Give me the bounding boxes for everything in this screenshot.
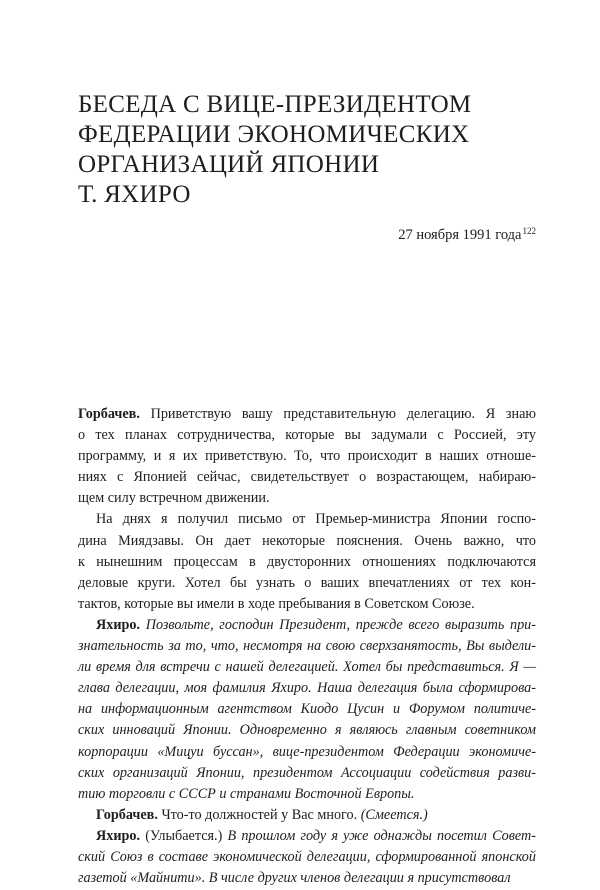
footnote-reference: 122 [522,226,536,236]
text-line [78,573,536,594]
text-segment: тактов, которые вы имели в ходе пребывания в Советском Союзе. [78,595,475,612]
text-segment: щем силу встречном движении. [78,490,270,507]
text-line [78,425,536,446]
italic-text: Позвольте, господин Президент, прежде всего выразить при- [140,616,536,633]
speaker-name: Яхиро. [96,616,141,633]
text-line [78,615,536,636]
text-line [78,404,536,425]
title-line: Т. ЯХИРО [78,181,191,208]
italic-text: глава делегации, моя фамилия Яхиро. Наша делегация была сформирова- [78,680,536,697]
italic-text: на информационным агентством Киодо Цусин и Форумом политиче- [78,701,536,718]
title-line: ОРГАНИЗАЦИЙ ЯПОНИИ [78,151,380,178]
italic-text: ский Союз в составе экономической делегации, сформированной японской [78,848,536,865]
text-line [78,636,536,657]
italic-text: (Смеется.) [360,806,428,823]
transcript-body [78,404,536,889]
text-line [78,868,536,889]
italic-text: тию торговли с СССР и странами Восточной Европы. [78,785,415,802]
italic-text: В прошлом году я уже однажды посетил Совет- [227,827,536,844]
italic-text: знательность за то, что, несмотря на свою сверхзанятость, Вы выдели- [78,638,536,655]
document-title [78,90,558,210]
text-segment: о тех планах сотрудничества, которые вы задумали с Россией, эту [78,427,536,444]
date-line [398,226,536,244]
italic-text: ских организаций Японии, президентом Ассоциации содействия разви- [78,764,536,781]
text-line [78,763,536,784]
italic-text: корпорации «Мицуи буссан», вице-президентом Федерации экономиче- [78,743,536,760]
text-segment: дина Миядзавы. Он дает некоторые пояснения. Очень важно, что [78,532,536,549]
speaker-name: Горбачев. [96,806,158,823]
text-segment: Приветствую вашу представительную делегацию. Я знаю [139,406,536,422]
speaker-name: Яхиро. [96,827,141,844]
italic-text: газетой «Майнити». В числе других членов делегации я присутствовал [78,870,511,887]
italic-text: ли время для встречи с нашей делегацией. Хотел бы представиться. Я — [78,659,536,676]
text-line [78,784,536,805]
text-line [78,805,536,826]
text-line [78,742,536,763]
text-line [78,488,536,509]
speaker-name: Горбачев. [78,406,140,422]
text-segment: к нынешним процессам в двусторонних отношениях подключаются [78,553,536,570]
text-segment: программу, и я их приветствую. То, что происходит в наших отноше- [78,448,536,465]
title-line: ФЕДЕРАЦИИ ЭКОНОМИЧЕСКИХ [78,121,470,148]
text-line [78,531,536,552]
text-line [78,678,536,699]
date-text: 27 ноября 1991 года [398,227,522,243]
text-segment: Что-то должностей у Вас много. [157,806,361,823]
text-line [78,720,536,741]
text-line [78,467,536,488]
title-line: БЕСЕДА С ВИЦЕ-ПРЕЗИДЕНТОМ [78,91,472,118]
text-segment: На днях я получил письмо от Премьер-министра Японии госпо- [96,511,536,528]
text-segment: ниях с Японией сейчас, свидетельствует о возрастающем, набираю- [78,469,536,486]
text-line [78,826,536,847]
text-line [78,552,536,573]
text-line [78,657,536,678]
text-segment: деловые круги. Хотел бы узнать о ваших впечатлениях от тех кон- [78,574,536,591]
text-line [78,446,536,467]
italic-text: ских инноваций Японии. Одновременно я являюсь главным советником [78,722,536,739]
text-line [78,847,536,868]
text-line [78,594,536,615]
text-line [78,699,536,720]
text-line [78,509,536,530]
text-segment: (Улыбается.) [140,827,228,844]
